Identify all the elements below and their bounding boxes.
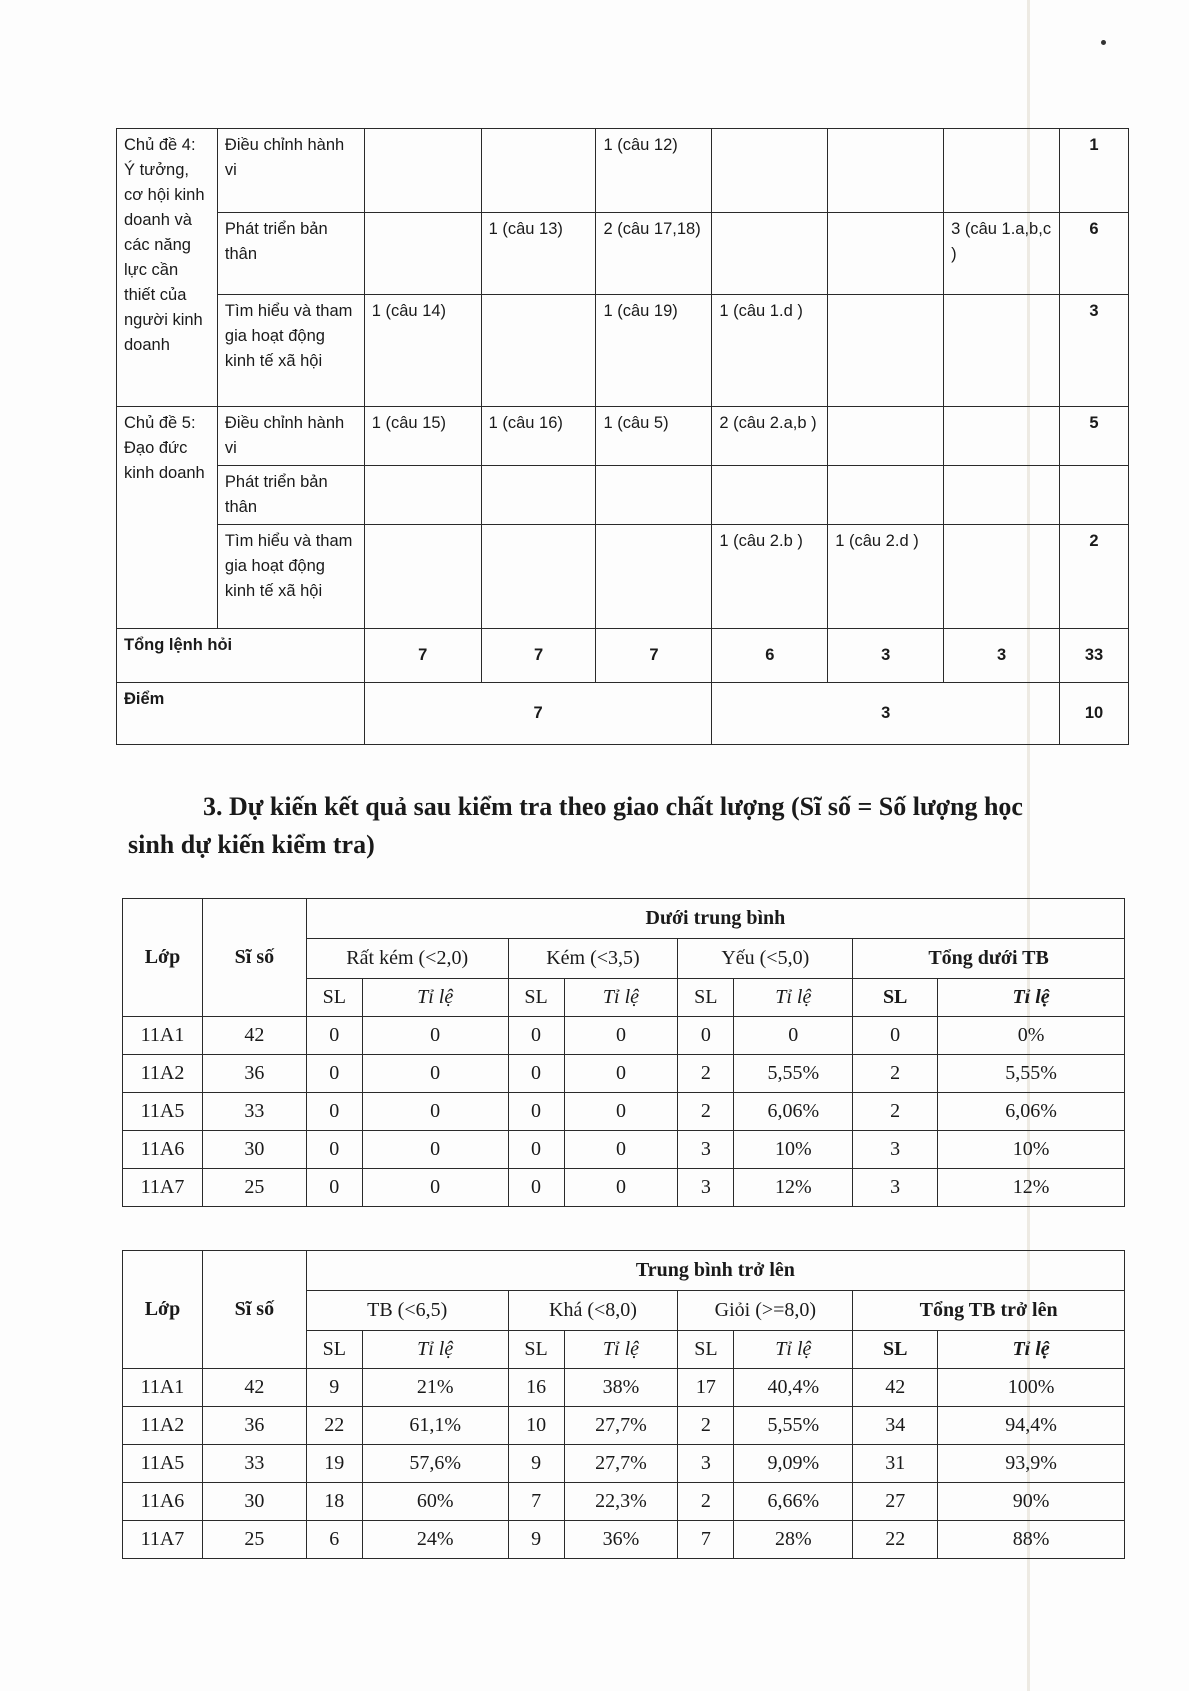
subtopic-cell: Tìm hiểu và tham gia hoạt động kinh tế xã hội	[217, 295, 364, 407]
score-cell: 3	[712, 683, 1060, 745]
row-total-cell: 2	[1059, 525, 1128, 629]
matrix-cell	[596, 466, 712, 525]
cell: 88%	[938, 1521, 1125, 1559]
sl-header: SL	[678, 979, 734, 1017]
cell: 0	[362, 1055, 508, 1093]
score-cell: 7	[364, 683, 712, 745]
cell: 0	[508, 1093, 564, 1131]
rate-header: Tỉ lệ	[564, 979, 678, 1017]
matrix-cell	[481, 295, 596, 407]
table-row	[123, 1131, 1125, 1169]
level-header: Kém (<3,5)	[508, 939, 678, 979]
cell: 0	[306, 1131, 362, 1169]
subtopic-cell: Tìm hiểu và tham gia hoạt động kinh tế xã hội	[217, 525, 364, 629]
cell: 11A6	[123, 1483, 203, 1521]
subtopic-cell: Điều chỉnh hành vi	[217, 129, 364, 213]
row-total-cell: 1	[1059, 129, 1128, 213]
sl-header: SL	[853, 1331, 938, 1369]
table-row	[123, 1521, 1125, 1559]
matrix-cell: 2 (câu 17,18)	[596, 213, 712, 295]
grand-total-cell: 33	[1059, 629, 1128, 683]
cell: 11A5	[123, 1093, 203, 1131]
cell: 2	[678, 1093, 734, 1131]
cell: 16	[508, 1369, 564, 1407]
level-header: TB (<6,5)	[306, 1291, 508, 1331]
matrix-row	[117, 525, 1129, 629]
total-cell: 3	[944, 629, 1060, 683]
matrix-cell	[481, 129, 596, 213]
cell: 3	[678, 1169, 734, 1207]
subtopic-cell: Điều chỉnh hành vi	[217, 407, 364, 466]
cell: 0	[362, 1017, 508, 1055]
score-total-cell: 10	[1059, 683, 1128, 745]
cell: 22,3%	[564, 1483, 678, 1521]
cell: 57,6%	[362, 1445, 508, 1483]
level-header: Yếu (<5,0)	[678, 939, 853, 979]
below-average-table	[122, 898, 1125, 1207]
cell: 2	[678, 1483, 734, 1521]
matrix-row	[117, 213, 1129, 295]
cell: 7	[508, 1483, 564, 1521]
matrix-cell	[828, 295, 944, 407]
matrix-cell	[364, 525, 481, 629]
cell: 7	[678, 1521, 734, 1559]
sl-header: SL	[678, 1331, 734, 1369]
rate-header: Tỉ lệ	[734, 979, 853, 1017]
cell: 9	[508, 1445, 564, 1483]
cell: 38%	[564, 1369, 678, 1407]
matrix-cell: 1 (câu 14)	[364, 295, 481, 407]
score-row	[117, 683, 1129, 745]
total-cell: 7	[481, 629, 596, 683]
cell: 0	[678, 1017, 734, 1055]
class-header: Lớp	[123, 899, 203, 1017]
cell: 100%	[938, 1369, 1125, 1407]
matrix-cell: 3 (câu 1.a,b,c )	[944, 213, 1060, 295]
cell: 2	[853, 1093, 938, 1131]
cell: 60%	[362, 1483, 508, 1521]
matrix-cell: 1 (câu 16)	[481, 407, 596, 466]
cell: 22	[853, 1521, 938, 1559]
row-total-cell: 5	[1059, 407, 1128, 466]
table-row	[123, 1017, 1125, 1055]
matrix-cell: 2 (câu 2.a,b )	[712, 407, 828, 466]
cell: 0	[306, 1093, 362, 1131]
level-header: Khá (<8,0)	[508, 1291, 678, 1331]
class-header: Lớp	[123, 1251, 203, 1369]
heading-line-2: sinh dự kiến kiểm tra)	[128, 830, 375, 859]
cell: 2	[678, 1407, 734, 1445]
row-total-cell: 3	[1059, 295, 1128, 407]
cell: 11A2	[123, 1055, 203, 1093]
cell: 25	[202, 1169, 306, 1207]
size-header: Sĩ số	[202, 1251, 306, 1369]
matrix-cell: 1 (câu 13)	[481, 213, 596, 295]
matrix-cell	[712, 213, 828, 295]
matrix-cell	[944, 525, 1060, 629]
sl-header: SL	[508, 979, 564, 1017]
cell: 2	[678, 1055, 734, 1093]
cell: 0	[508, 1017, 564, 1055]
cell: 11A5	[123, 1445, 203, 1483]
matrix-cell	[944, 466, 1060, 525]
heading-line-1: 3. Dự kiến kết quả sau kiểm tra theo giao chất lượng (Sĩ số = Số lượng học	[203, 792, 1023, 821]
total-cell: 7	[596, 629, 712, 683]
table-row	[123, 1483, 1125, 1521]
cell: 0	[564, 1131, 678, 1169]
level-header: Rất kém (<2,0)	[306, 939, 508, 979]
cell: 2	[853, 1055, 938, 1093]
cell: 11A1	[123, 1017, 203, 1055]
table-row	[123, 1407, 1125, 1445]
total-label: Tổng lệnh hỏi	[117, 629, 365, 683]
size-header: Sĩ số	[202, 899, 306, 1017]
matrix-cell	[596, 525, 712, 629]
cell: 9	[508, 1521, 564, 1559]
cell: 0	[508, 1131, 564, 1169]
matrix-cell	[364, 129, 481, 213]
topic-5-cell: Chủ đề 5: Đạo đức kinh doanh	[117, 407, 218, 629]
cell: 28%	[734, 1521, 853, 1559]
cell: 0	[306, 1017, 362, 1055]
cell: 33	[202, 1093, 306, 1131]
cell: 0	[362, 1131, 508, 1169]
cell: 42	[202, 1017, 306, 1055]
cell: 90%	[938, 1483, 1125, 1521]
matrix-cell: 1 (câu 12)	[596, 129, 712, 213]
cell: 42	[853, 1369, 938, 1407]
matrix-cell: 1 (câu 5)	[596, 407, 712, 466]
cell: 36	[202, 1055, 306, 1093]
cell: 21%	[362, 1369, 508, 1407]
cell: 25	[202, 1521, 306, 1559]
cell: 9	[306, 1369, 362, 1407]
cell: 3	[853, 1169, 938, 1207]
matrix-cell	[481, 525, 596, 629]
cell: 93,9%	[938, 1445, 1125, 1483]
matrix-row	[117, 466, 1129, 525]
cell: 30	[202, 1483, 306, 1521]
subtopic-cell: Phát triển bản thân	[217, 466, 364, 525]
matrix-row	[117, 295, 1129, 407]
cell: 12%	[734, 1169, 853, 1207]
matrix-cell	[828, 407, 944, 466]
matrix-cell	[828, 213, 944, 295]
matrix-cell	[828, 129, 944, 213]
sl-header: SL	[306, 1331, 362, 1369]
cell: 27,7%	[564, 1407, 678, 1445]
cell: 0	[853, 1017, 938, 1055]
matrix-cell	[944, 407, 1060, 466]
cell: 11A7	[123, 1169, 203, 1207]
rate-header: Tỉ lệ	[362, 1331, 508, 1369]
group-header: Dưới trung bình	[306, 899, 1124, 939]
matrix-cell	[712, 129, 828, 213]
cell: 12%	[938, 1169, 1125, 1207]
section-heading	[128, 788, 1128, 864]
matrix-cell: 1 (câu 15)	[364, 407, 481, 466]
matrix-row	[117, 407, 1129, 466]
cell: 0	[564, 1169, 678, 1207]
cell: 27	[853, 1483, 938, 1521]
cell: 0	[734, 1017, 853, 1055]
cell: 0	[508, 1169, 564, 1207]
cell: 0	[362, 1093, 508, 1131]
total-cell: 7	[364, 629, 481, 683]
cell: 6,06%	[938, 1093, 1125, 1131]
cell: 6,06%	[734, 1093, 853, 1131]
total-cell: 3	[828, 629, 944, 683]
cell: 0	[564, 1055, 678, 1093]
rate-header: Tỉ lệ	[734, 1331, 853, 1369]
cell: 40,4%	[734, 1369, 853, 1407]
cell: 10%	[734, 1131, 853, 1169]
cell: 5,55%	[734, 1055, 853, 1093]
cell: 11A7	[123, 1521, 203, 1559]
cell: 94,4%	[938, 1407, 1125, 1445]
cell: 0	[564, 1093, 678, 1131]
table-row	[123, 1445, 1125, 1483]
matrix-cell: 1 (câu 2.b )	[712, 525, 828, 629]
cell: 61,1%	[362, 1407, 508, 1445]
cell: 5,55%	[734, 1407, 853, 1445]
cell: 11A2	[123, 1407, 203, 1445]
rate-header: Tỉ lệ	[938, 979, 1125, 1017]
cell: 27,7%	[564, 1445, 678, 1483]
rate-header: Tỉ lệ	[938, 1331, 1125, 1369]
score-label: Điểm	[117, 683, 365, 745]
table-row	[123, 1369, 1125, 1407]
cell: 24%	[362, 1521, 508, 1559]
cell: 11A6	[123, 1131, 203, 1169]
row-total-cell	[1059, 466, 1128, 525]
topic-4-cell: Chủ đề 4: Ý tưởng, cơ hội kinh doanh và các năng lực cần thiết của người kinh doanh	[117, 129, 218, 407]
sl-header: SL	[306, 979, 362, 1017]
rate-header: Tỉ lệ	[564, 1331, 678, 1369]
question-matrix-table	[116, 128, 1129, 745]
cell: 17	[678, 1369, 734, 1407]
cell: 0	[306, 1055, 362, 1093]
matrix-cell	[364, 213, 481, 295]
matrix-cell: 1 (câu 2.d )	[828, 525, 944, 629]
cell: 19	[306, 1445, 362, 1483]
cell: 11A1	[123, 1369, 203, 1407]
row-total-cell: 6	[1059, 213, 1128, 295]
matrix-cell	[944, 295, 1060, 407]
matrix-cell	[364, 466, 481, 525]
cell: 22	[306, 1407, 362, 1445]
cell: 3	[678, 1131, 734, 1169]
sl-header: SL	[508, 1331, 564, 1369]
cell: 34	[853, 1407, 938, 1445]
table-row	[123, 1055, 1125, 1093]
cell: 18	[306, 1483, 362, 1521]
table-row	[123, 1169, 1125, 1207]
cell: 6	[306, 1521, 362, 1559]
matrix-row	[117, 129, 1129, 213]
cell: 42	[202, 1369, 306, 1407]
rate-header: Tỉ lệ	[362, 979, 508, 1017]
subtopic-cell: Phát triển bản thân	[217, 213, 364, 295]
cell: 0	[362, 1169, 508, 1207]
table-row	[123, 1093, 1125, 1131]
matrix-cell: 1 (câu 1.d )	[712, 295, 828, 407]
cell: 31	[853, 1445, 938, 1483]
cell: 36%	[564, 1521, 678, 1559]
cell: 0%	[938, 1017, 1125, 1055]
total-cell: 6	[712, 629, 828, 683]
total-level-header: Tổng dưới TB	[853, 939, 1125, 979]
sl-header: SL	[853, 979, 938, 1017]
cell: 36	[202, 1407, 306, 1445]
cell: 30	[202, 1131, 306, 1169]
cell: 3	[853, 1131, 938, 1169]
level-header: Giỏi (>=8,0)	[678, 1291, 853, 1331]
matrix-cell	[481, 466, 596, 525]
matrix-cell	[712, 466, 828, 525]
scan-speck	[1101, 40, 1106, 45]
cell: 5,55%	[938, 1055, 1125, 1093]
above-average-table	[122, 1250, 1125, 1559]
matrix-cell	[828, 466, 944, 525]
cell: 0	[564, 1017, 678, 1055]
matrix-cell	[944, 129, 1060, 213]
cell: 10%	[938, 1131, 1125, 1169]
cell: 9,09%	[734, 1445, 853, 1483]
cell: 10	[508, 1407, 564, 1445]
group-header: Trung bình trở lên	[306, 1251, 1124, 1291]
matrix-cell: 1 (câu 19)	[596, 295, 712, 407]
cell: 6,66%	[734, 1483, 853, 1521]
cell: 0	[306, 1169, 362, 1207]
total-level-header: Tổng TB trở lên	[853, 1291, 1125, 1331]
total-row	[117, 629, 1129, 683]
cell: 0	[508, 1055, 564, 1093]
cell: 33	[202, 1445, 306, 1483]
cell: 3	[678, 1445, 734, 1483]
